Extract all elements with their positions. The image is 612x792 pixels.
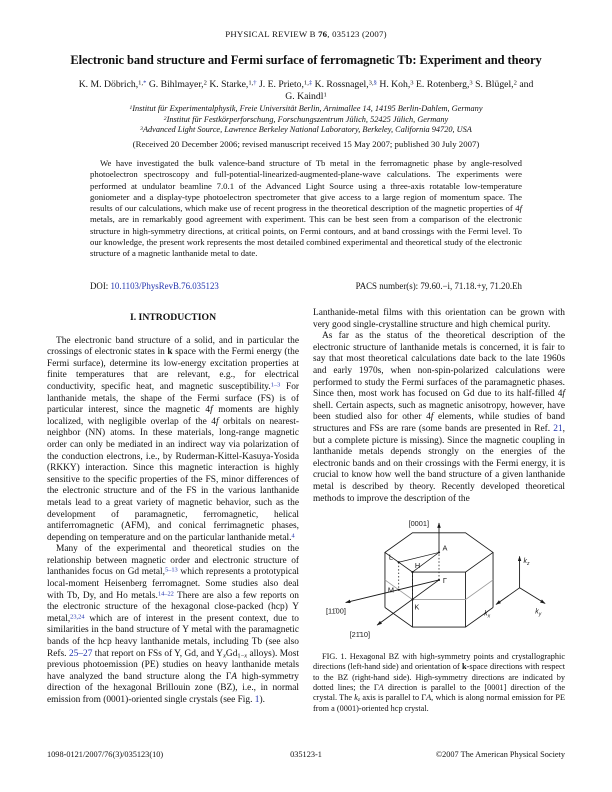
affiliation-1: $^1$Institut für Experimentalphysik, Freie Universität Berlin, Arnimallee 14, 14195 Berlin-Dahlem, Germany	[129, 104, 483, 113]
footer-issn-code: 1098-0121/2007/76(3)/035123(10)	[47, 750, 164, 759]
pacs-numbers: PACS number(s): 79.60.−i, 71.18.+y, 71.20.Eh	[355, 281, 522, 291]
affiliation-2: $^2$Institut für Festkörperforschung, Forschungszentrum Jülich, 52425 Jülich, Germany	[163, 114, 449, 124]
bz-direction-arrows	[346, 523, 439, 625]
doi-label: DOI:	[90, 281, 109, 291]
affiliation-3: $^3$Advanced Light Source, Lawrence Berkeley National Laboratory, Berkeley, California 94720, USA	[140, 125, 472, 135]
page-footer	[47, 750, 565, 759]
left-column	[47, 308, 299, 714]
body-paragraph: The electronic band structure of a solid, and in particular the crossings of electronic states in k space with the Fermi energy (the Fermi surface), determine its low-energy excitation properties at finite temperatures that are relevant, e.g., for electrical conductivity, specific heat, and magnetic susceptibility.$^{1-3}$ For lanthanide metals, the shape of the Fermi surface (FS) is of particular interest, since the magnetic 4f moments are highly localized, with negligible overlap of the 4f orbitals on nearest-neighbor (NN) atoms. In these materials, long-range magnetic order can only be mediated in an indirect way via polarization of the conduction electrons, i.e., by Ruderman-Kittel-Kasuya-Yosida (RKKY) interaction. Since this magnetic interaction is highly sensitive to the specific properties of the FS, minor differences of the electronic structure and of the FS in the various lanthanide metals lead to a great variety of magnetic behavior, such as the development of paramagnetic, ferromagnetic, helical antiferromagnetic (AFM), and conical ferrimagnetic phases, depending on temperature and on the particular lanthanide metal.$^4$	[47, 335, 300, 543]
ky-axis-label: $k_y$	[535, 608, 542, 618]
bz-label-L: L	[388, 552, 393, 562]
journal-header: PHYSICAL REVIEW B 76, 035123 (2007)	[225, 29, 387, 39]
two-column-body	[47, 308, 565, 714]
author-line-1: K. M. Döbrich,$^{1,*}$ G. Bihlmayer,$^2$ K. Starke,$^{1,\dagger}$ J. E. Prieto,$^{1,\ddagger}$ K. Rossnagel,$^{3,\S}$ H. Koh,$^3$ E. Rotenberg,$^3$ S. Blügel,$^2$ and	[78, 79, 534, 90]
abstract-text: We have investigated the bulk valence-band structure of Tb metal in the ferromagnetic phase by angle-resolved photoelectron spectroscopy and full-potential-linearized-augmented-plane-wave calculations. The experiments were performed at undulator beamline 7.0.1 of the Advanced Light Source using a three-axis rotatable low-temperature goniometer and a display-type photoelectron spectrometer that give access to a large region of momentum space. The results of our calculations, which make use of recent progress in the theoretical description of the magnetic properties of 4f metals, are in remarkably good agreement with experiment. This can be best seen from a comparison of the electronic structure in high-symmetry directions, at critical points, on Fermi contours, and at band crossings with the Fermi level. To our knowledge, the present work represents the most detailed combined experimental and theoretical study of the electronic structure of a magnetic lanthanide metal to date.	[90, 158, 522, 259]
bz-label-A: A	[442, 543, 448, 553]
abstract	[90, 158, 522, 260]
bz-label-1100: [11̄00]	[326, 606, 346, 616]
body-paragraph: Lanthanide-metal films with this orientation can be grown with very good single-crystalline structure and high chemical purity.	[313, 308, 565, 330]
kx-axis-label: $k_x$	[484, 610, 491, 620]
brillouin-zone-diagram	[326, 513, 552, 641]
bz-label-2110: [21̄10]	[349, 630, 371, 640]
author-line-2: G. Kaindl$^1$	[285, 90, 327, 102]
bz-label-gamma: Γ	[442, 575, 447, 585]
right-column	[313, 308, 565, 714]
received-dates: (Received 20 December 2006; revised manuscript received 15 May 2007; published 30 July 2007)	[132, 139, 480, 149]
body-paragraph: Many of the experimental and theoretical studies on the relationship between magnetic order and electronic structure of lanthanides focus on Gd metal,$^{5-13}$ which represents a prototypical local-moment Heisenberg ferromagnet. Some studies also deal with Tb, Dy, and Ho metals.$^{14-22}$ There are also a few reports on the electronic structure of the hexagonal close-packed (hcp) Y metal,$^{23,24}$ which are of interest in the present context, due to similarities in the band structure of Y metal with the paramagnetic bands of the hcp heavy lanthanide metals, including Tb (see also Refs. 25–27 that report on FSs of Y, Gd, and YxGd1−x alloys). Most previous photoemission (PE) studies on heavy lanthanide metals have analyzed the band structure along the ΓA high-symmetry direction of the hexagonal Brillouin zone (BZ), i.e., in normal emission from (0001)-oriented single crystals (see Fig. 1).	[47, 544, 299, 705]
bz-direction-labels	[326, 519, 429, 639]
page-title: Electronic band structure and Fermi surface of ferromagnetic Tb: Experiment and theory	[70, 53, 542, 67]
section-heading-introduction: I. INTRODUCTION	[129, 312, 217, 323]
bz-midplane-line	[385, 580, 493, 600]
affiliations	[40, 104, 572, 136]
doi-pacs-row	[90, 281, 522, 291]
k-axes	[496, 556, 545, 604]
kz-axis-label: $k_z$	[523, 558, 530, 568]
bz-label-K: K	[414, 602, 420, 612]
doi	[90, 281, 219, 291]
figure-1	[313, 513, 565, 714]
bz-label-0001: [0001]	[408, 518, 430, 528]
doi-link[interactable]: 10.1103/PhysRevB.76.035123	[110, 281, 219, 291]
figure-1-caption: FIG. 1. Hexagonal BZ with high-symmetry points and crystallographic directions (left-hand side) and orientation of k-space directions with respect to the BZ (right-hand side). High-symmetry directions are indicated by dotted lines; the ΓA direction is parallel to the [0001] direction of the crystal. The kz axis is parallel to ΓA, which is along normal emission for PE from a (0001)-oriented hcp crystal.	[313, 651, 566, 713]
bz-point-labels	[388, 544, 448, 612]
bz-dotted-symmetry-lines	[399, 553, 439, 600]
footer-page-number: 035123-1	[290, 750, 322, 759]
author-list	[40, 79, 572, 102]
footer-copyright: ©2007 The American Physical Society	[435, 750, 566, 759]
body-paragraph: As far as the status of the theoretical description of the electronic structure of lanthanide metals is concerned, it is fair to say that most theoretical calculations date back to the late 1960s and early 1970s, when non-spin-polarized calculations were performed to study the Fermi surfaces of the paramagnetic phases. Since then, most work has focused on Gd due to its half-filled 4f shell. Certain aspects, such as magnetic anisotropy, however, have been studied also for other 4f elements, while studies of band structures and FSs are rare (some bands are presented in Ref. 21, but a complete picture is missing). Since the magnetic coupling in lanthanide metals depends strongly on the energies of the electronic bands and on their crossings with the Fermi energy, it is crucial to know how well the band structure of a given lanthanide metal is described by theory. Recently developed theoretical methods to improve the description of the	[313, 331, 565, 504]
bz-label-M: M	[387, 585, 395, 595]
bz-label-H: H	[414, 561, 421, 571]
